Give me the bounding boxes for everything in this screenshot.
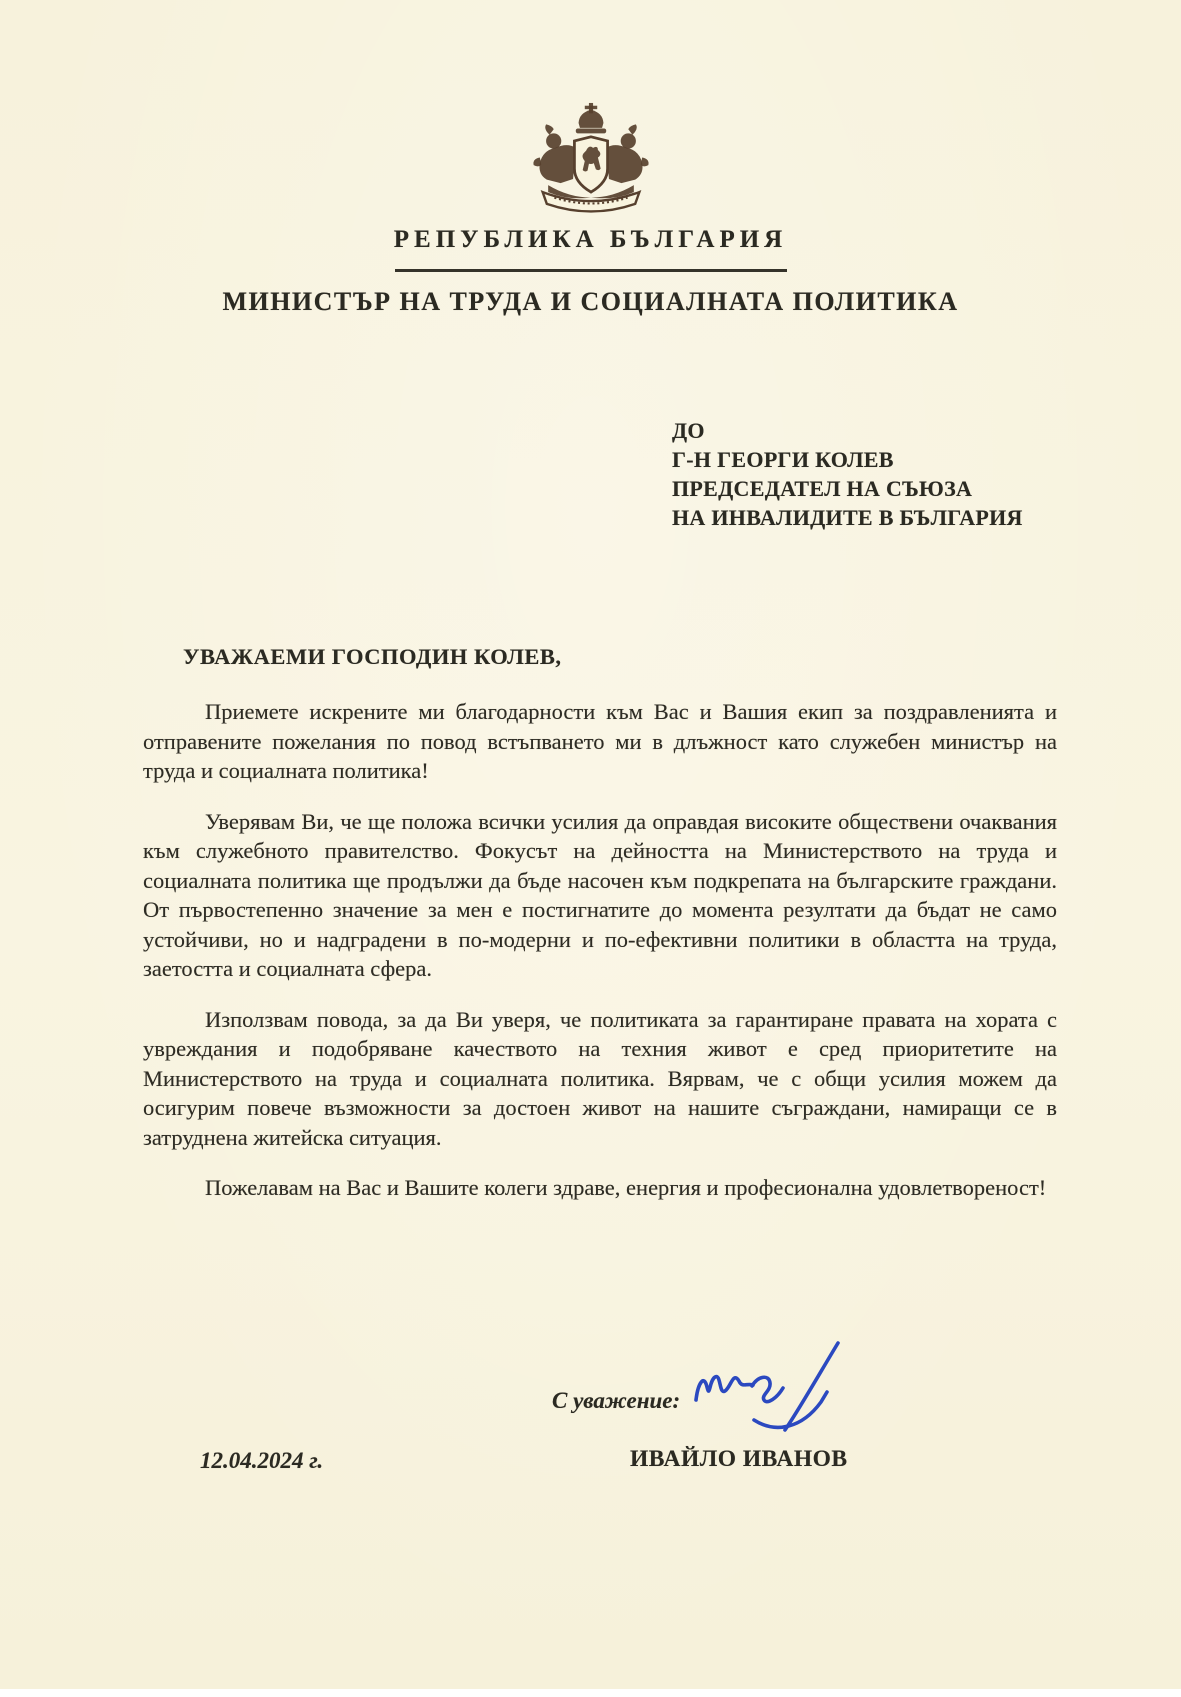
recipient-title-line-1: ПРЕДСЕДАТЕЛ НА СЪЮЗА xyxy=(672,476,973,501)
body-paragraph: Приемете искрените ми благодарности към Вас и Вашия екип за поздравленията и отправените пожелания по повод встъпването ми в длъжност като служебен министър на труда и социалната политика! xyxy=(143,699,1057,783)
ministry-title: МИНИСТЪР НА ТРУДА И СОЦИАЛНАТА ПОЛИТИКА xyxy=(222,287,959,316)
title-underline-divider xyxy=(395,269,787,272)
handwritten-signature-icon xyxy=(688,1338,863,1448)
recipient-to-label: ДО xyxy=(672,418,705,443)
signer-name: ИВАЙЛО ИВАНОВ xyxy=(630,1446,848,1472)
letter-body xyxy=(143,697,1057,1224)
bulgarian-coat-of-arms-icon xyxy=(515,102,667,225)
regards-label: С уважение: xyxy=(552,1388,681,1413)
letter-date: 12.04.2024 г. xyxy=(200,1448,324,1473)
republic-title: РЕПУБЛИКА БЪЛГАРИЯ xyxy=(393,226,788,253)
body-paragraph: Уверявам Ви, че ще положа всички усилия да оправдая високите обществени очаквания към служебното правителство. Фокусът на дейността на Министерството на труда и социалната политика ще продължи да бъде насочен към подкрепата на българските граждани. От първостепенно значение за мен е постигнатите до момента резултати да бъдат не само устойчиви, но и надградени в по-модерни и по-ефективни политики в областта на труда, заетостта и социалната сфера. xyxy=(143,808,1057,981)
body-paragraph: Използвам повода, за да Ви уверя, че политиката за гарантиране правата на хората с увреждания и подобряване качеството на техния живот е сред приоритетите на Министерството на труда и социалната политика. Вярвам, че с общи усилия можем да осигурим повече възможности за достоен живот на нашите съграждани, намиращи се в затруднена житейска ситуация. xyxy=(143,1006,1057,1150)
recipient-block xyxy=(672,416,1023,532)
salutation: УВАЖАЕМИ ГОСПОДИН КОЛЕВ, xyxy=(183,644,562,669)
recipient-title-line-2: НА ИНВАЛИДИТЕ В БЪЛГАРИЯ xyxy=(672,505,1023,530)
body-paragraph: Пожелавам на Вас и Вашите колеги здраве, енергия и професионална удовлетвореност! xyxy=(205,1175,1047,1200)
recipient-name: Г-Н ГЕОРГИ КОЛЕВ xyxy=(672,447,894,472)
